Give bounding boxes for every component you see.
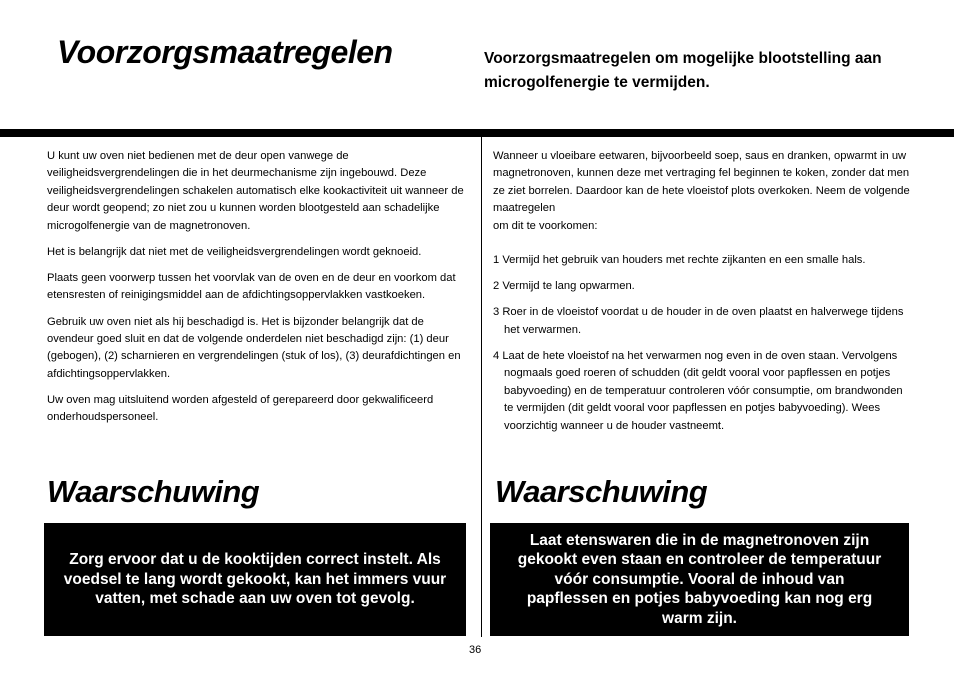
left-paragraph: U kunt uw oven niet bedienen met de deur open vanwege de veiligheidsvergrendelingen die in het deurmechanisme zijn ingebouwd. Deze veiligheidsvergrendelingen schakelen automatisch elke kookactiviteit uit wanneer de deur wordt geopend; zo niet zou u kunnen worden blootgesteld aan schadelijke microgolfenergie van de magnetronoven. bbox=[47, 150, 464, 232]
column-divider bbox=[481, 137, 482, 637]
right-intro-main: Wanneer u vloeibare eetwaren, bijvoorbeeld soep, saus en dranken, opwarmt in uw magnetronoven, kunnen deze met vertraging fel beginnen te koken, zonder dat men ze ziet borrelen. Daardoor kan de hete vloeistof plots overkoken. Neem de volgende maatregelen bbox=[493, 150, 910, 215]
left-paragraph: Plaats geen voorwerp tussen het voorvlak van de oven en de deur en voorkom dat etensresten of reinigingsmiddel aan de afdichtingsoppervlakken vastkoeken. bbox=[47, 272, 456, 302]
page-number: 36 bbox=[469, 644, 482, 656]
list-item: 3 Roer in de vloeistof voordat u de houder in de oven plaatst en halverwege tijdens het verwarmen. bbox=[493, 306, 904, 336]
list-item: 4 Laat de hete vloeistof na het verwarmen nog even in de oven staan. Vervolgens nogmaals goed roeren of schudden (dit geldt vooral voor papflessen en potjes babyvoeding) en de temperatuur controleren vóór consumptie, om brandwonden te vermijden (dit geldt vooral voor papflessen en potjes babyvoeding). Wees voorzichtig wanneer u de houder vastneemt. bbox=[493, 350, 903, 432]
right-intro bbox=[493, 148, 913, 235]
list-item: 2 Vermijd te lang opwarmen. bbox=[493, 280, 635, 293]
warning-text-right: Laat etenswaren die in de magnetronoven zijn gekookt even staan en controleer de temperatuur vóór consumptie. Vooral de inhoud van papflessen en potjes babyvoeding kan nog erg warm zijn. bbox=[517, 531, 882, 627]
page-subtitle: Voorzorgsmaatregelen om mogelijke blootstelling aan microgolfenergie te vermijden. bbox=[484, 50, 882, 91]
warning-box-left bbox=[44, 523, 466, 636]
left-paragraph: Uw oven mag uitsluitend worden afgesteld of gerepareerd door gekwalificeerd onderhoudspersoneel. bbox=[47, 394, 434, 424]
warning-box-right bbox=[490, 523, 909, 636]
warning-title-left: Waarschuwing bbox=[47, 474, 260, 509]
left-paragraph: Gebruik uw oven niet als hij beschadigd is. Het is bijzonder belangrijk dat de ovendeur goed sluit en dat de volgende onderdelen niet beschadigd zijn: (1) deur (gebogen), (2) scharnieren en vergrendelingen (stuk of los), (3) deurafdichtingen en afdichtingsoppervlakken. bbox=[47, 315, 461, 380]
left-paragraph: Het is belangrijk dat niet met de veiligheidsvergrendelingen wordt geknoeid. bbox=[47, 245, 422, 258]
precaution-list bbox=[493, 252, 913, 435]
list-item: 1 Vermijd het gebruik van houders met rechte zijkanten en een smalle hals. bbox=[493, 254, 866, 267]
warning-title-right: Waarschuwing bbox=[495, 474, 708, 509]
warning-text-left: Zorg ervoor dat u de kooktijden correct instelt. Als voedsel te lang wordt gekookt, kan het immers vuur vatten, met schade aan uw oven tot gevolg. bbox=[63, 551, 447, 608]
left-column bbox=[47, 148, 469, 436]
header-rule bbox=[0, 129, 954, 137]
right-intro-tail: om dit te voorkomen: bbox=[493, 219, 598, 232]
right-column bbox=[493, 148, 913, 444]
page-title: Voorzorgsmaatregelen bbox=[57, 34, 393, 70]
